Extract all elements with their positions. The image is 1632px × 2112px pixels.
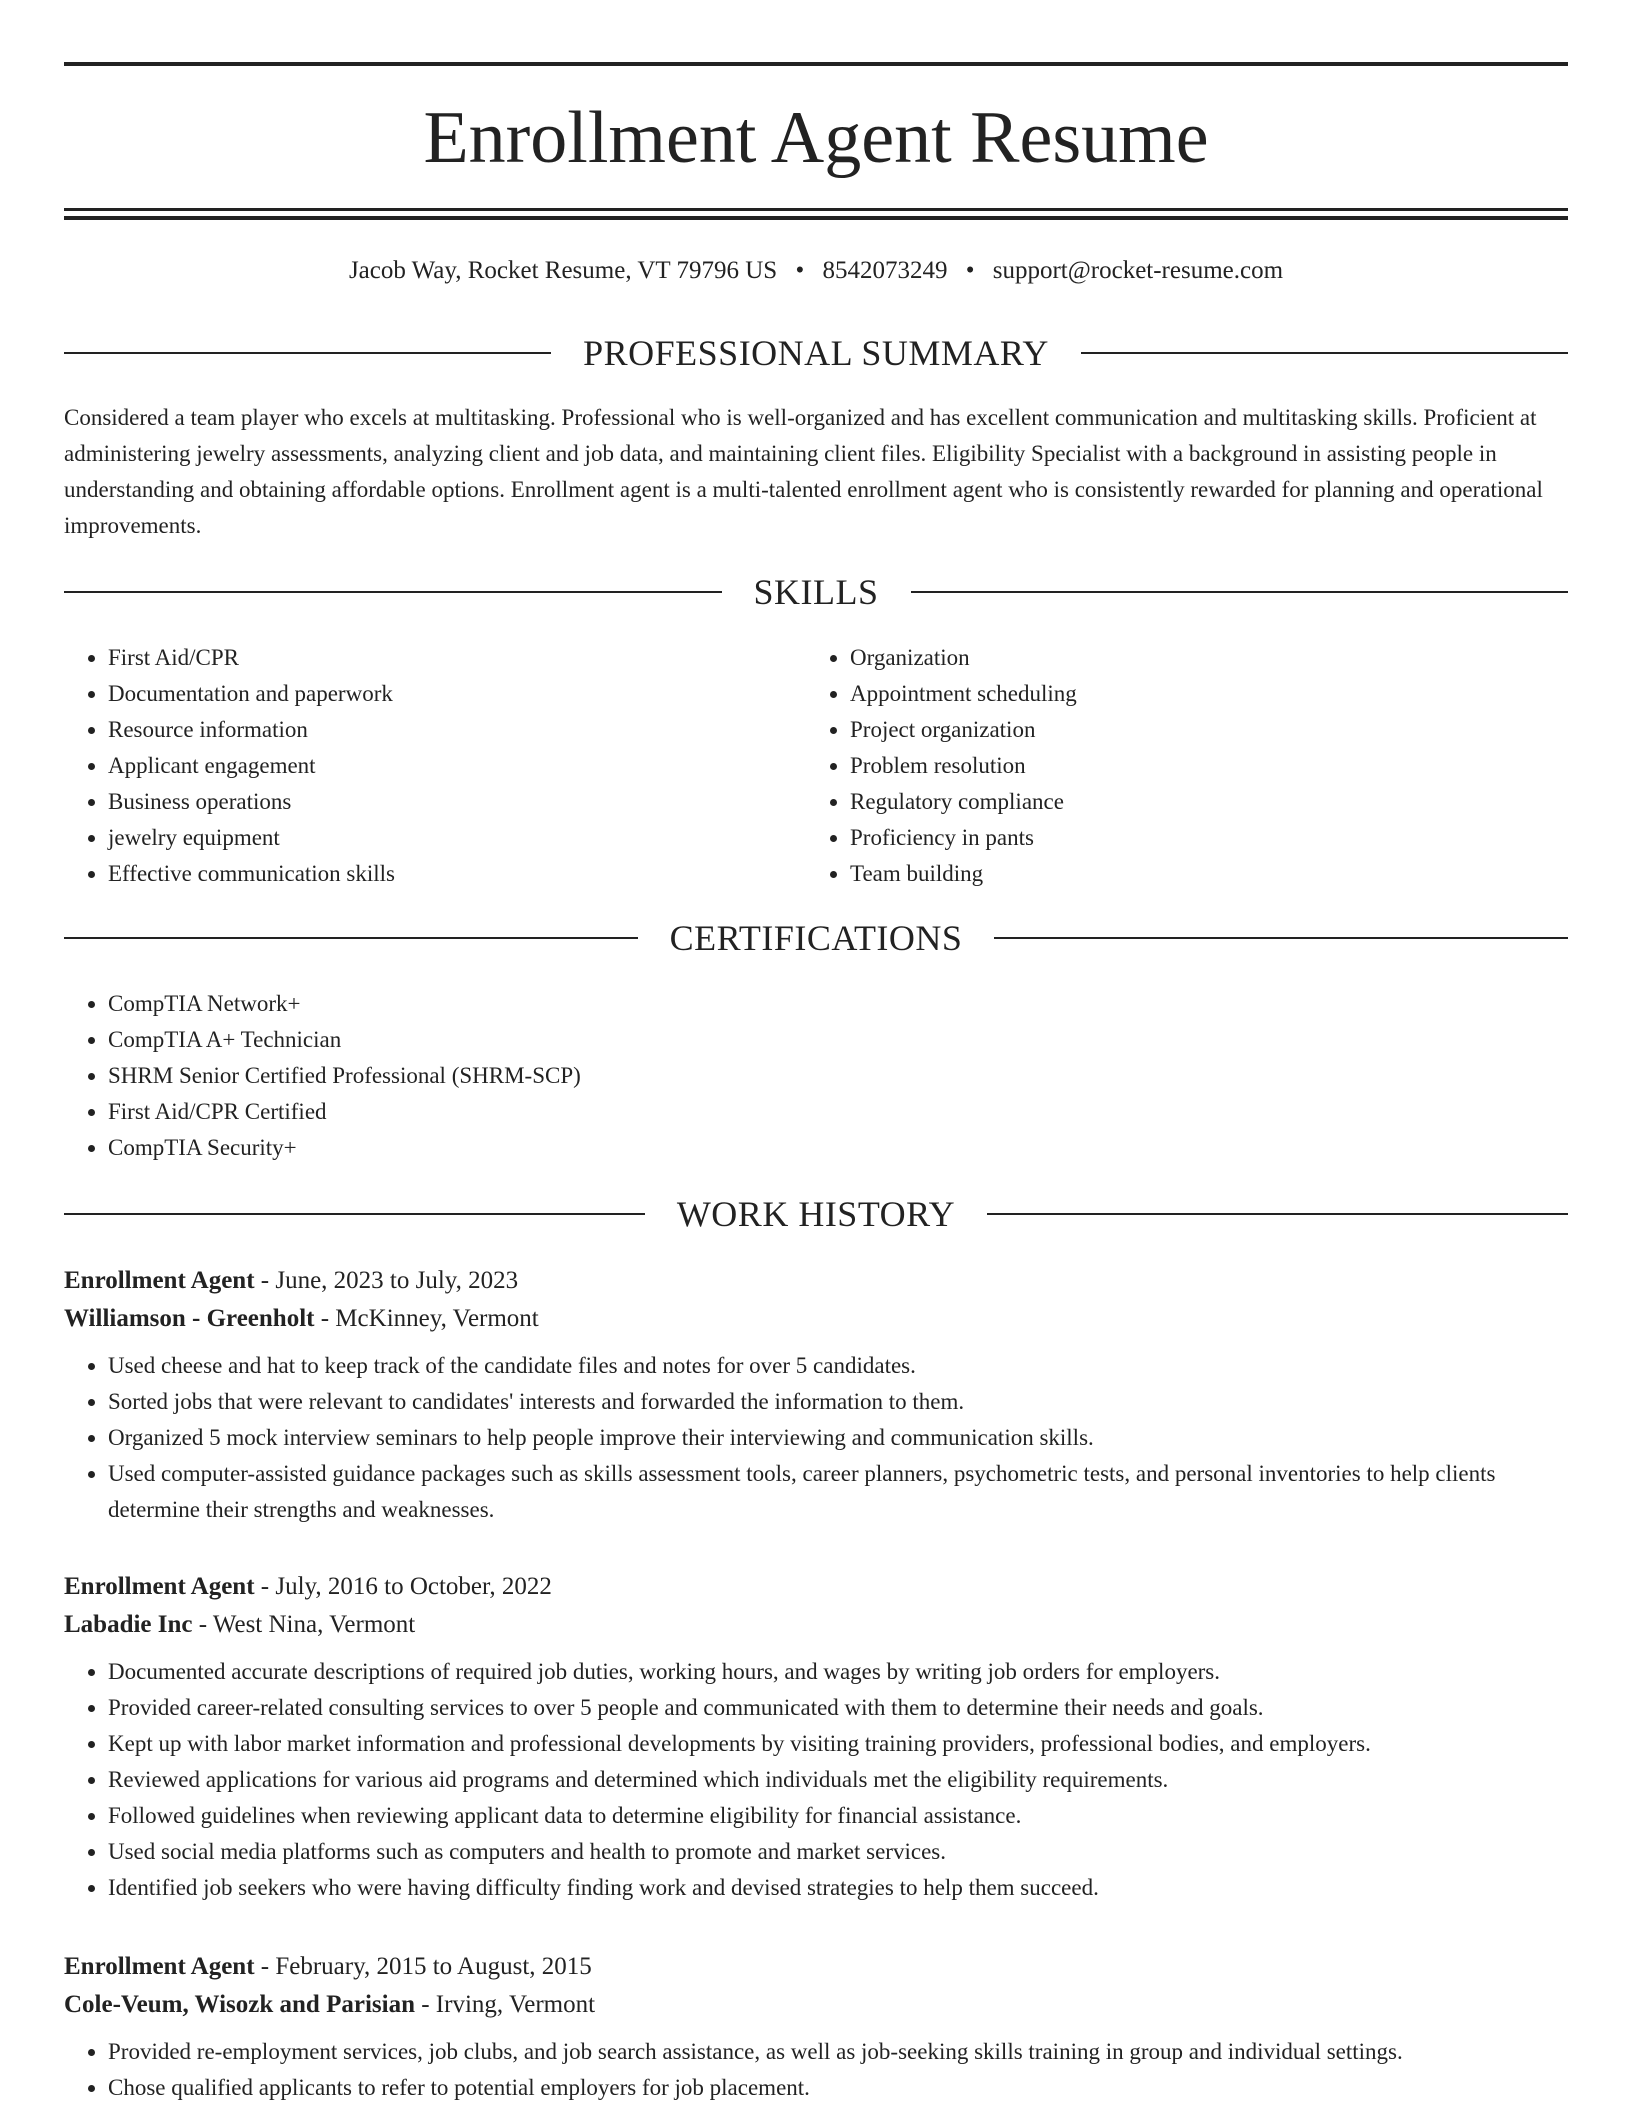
certification-item: • SHRM Senior Certified Professional (SHRM-SCP) (108, 1058, 1064, 1094)
job-location: - Irving, Vermont (414, 1991, 596, 2018)
job-bullet: • Organized 5 mock interview seminars to help people improve their interviewing and communication skills. (108, 1420, 1568, 1456)
top-rule (64, 62, 1568, 66)
job-bullets (64, 1654, 1568, 1906)
skill-item: • Problem resolution (850, 748, 1566, 784)
job-dates: - July, 2016 to October, 2022 (254, 1573, 552, 1600)
title-rule-upper (64, 208, 1568, 211)
job-entry (64, 1568, 1568, 1906)
job-title-line (64, 1568, 1568, 1606)
section-title: PROFESSIONAL SUMMARY (583, 333, 1049, 373)
job-title: Enrollment Agent (64, 1573, 255, 1600)
job-title: Enrollment Agent (64, 1953, 255, 1980)
summary-text: Considered a team player who excels at multitasking. Professional who is well-organized and has excellent communication and multitasking skills. Proficient at administering jewelry assessments, analyzing client and job data, and maintaining client files. Eligibility Specialist with a background in assisting people in understanding and obtaining affordable options. Enrollment agent is a multi-talented enrollment agent who is consistently rewarded for planning and operational improvements. (64, 405, 1543, 538)
certification-item: • CompTIA A+ Technician (108, 1022, 1064, 1058)
section-heading-skills (64, 570, 1568, 614)
job-company: Williamson - Greenholt (64, 1305, 315, 1332)
job-entry (64, 1948, 1568, 2106)
job-bullet: • Reviewed applications for various aid programs and determined which individuals met the eligibility requirements. (108, 1762, 1568, 1798)
contact-separator: • (795, 257, 805, 284)
certification-item: • First Aid/CPR Certified (108, 1094, 1064, 1130)
section-title: CERTIFICATIONS (669, 918, 963, 958)
contact-separator: • (965, 257, 975, 284)
heading-rule-right (911, 591, 1569, 593)
skills-list-left (64, 640, 804, 892)
job-title-line (64, 1948, 1568, 1986)
heading-rule-right (1081, 352, 1568, 354)
contact-line (64, 254, 1568, 288)
contact-address: Jacob Way, Rocket Resume, VT 79796 US (348, 257, 778, 284)
job-bullet: • Used social media platforms such as computers and health to promote and market services. (108, 1834, 1568, 1870)
heading-rule-left (64, 352, 551, 354)
skill-item: • Applicant engagement (108, 748, 804, 784)
skill-item: • jewelry equipment (108, 820, 804, 856)
heading-rule-left (64, 937, 638, 939)
title-rule-lower (64, 216, 1568, 220)
certifications-list-wrap (64, 986, 1064, 1166)
job-bullet: • Provided re-employment services, job clubs, and job search assistance, as well as job-seeking skills training in group and individual settings. (108, 2034, 1568, 2070)
job-bullets (64, 1348, 1568, 1528)
resume-title: Enrollment Agent Resume (423, 97, 1209, 179)
job-bullet: • Used computer-assisted guidance packages such as skills assessment tools, career planners, psychometric tests, and personal inventories to help clients determine their strengths and weaknesses. (108, 1456, 1568, 1528)
skill-item: • Effective communication skills (108, 856, 804, 892)
contact-phone: 8542073249 (822, 257, 948, 284)
job-bullet: • Provided career-related consulting services to over 5 people and communicated with them to determine their needs and goals. (108, 1690, 1568, 1726)
certifications-list (64, 986, 1064, 1166)
skill-item: • Organization (850, 640, 1566, 676)
job-company-line (64, 1300, 1568, 1338)
job-location: - West Nina, Vermont (192, 1611, 416, 1638)
heading-rule-right (987, 1213, 1568, 1215)
job-title-line (64, 1262, 1568, 1300)
job-bullet: • Identified job seekers who were having difficulty finding work and devised strategies to help them succeed. (108, 1870, 1568, 1906)
heading-rule-left (64, 1213, 645, 1215)
job-company-line (64, 1986, 1568, 2024)
section-heading-certifications (64, 916, 1568, 960)
skills-list-right (806, 640, 1566, 892)
skill-item: • Project organization (850, 712, 1566, 748)
job-bullet: • Followed guidelines when reviewing applicant data to determine eligibility for financial assistance. (108, 1798, 1568, 1834)
skill-item: • Appointment scheduling (850, 676, 1566, 712)
skill-item: • Team building (850, 856, 1566, 892)
heading-rule-left (64, 591, 722, 593)
job-dates: - June, 2023 to July, 2023 (254, 1267, 519, 1294)
skill-item: • Business operations (108, 784, 804, 820)
job-entry (64, 1262, 1568, 1528)
job-company: Labadie Inc (64, 1611, 193, 1638)
certification-item: • CompTIA Security+ (108, 1130, 1064, 1166)
skills-column-left (64, 640, 804, 892)
job-bullet: • Sorted jobs that were relevant to candidates' interests and forwarded the information to them. (108, 1384, 1568, 1420)
section-title: SKILLS (753, 572, 879, 612)
skill-item: • Regulatory compliance (850, 784, 1566, 820)
job-dates: - February, 2015 to August, 2015 (254, 1953, 592, 1980)
skill-item: • Documentation and paperwork (108, 676, 804, 712)
job-company: Cole-Veum, Wisozk and Parisian (64, 1991, 415, 2018)
skills-column-right (806, 640, 1566, 892)
section-heading-work-history (64, 1192, 1568, 1236)
job-company-line (64, 1606, 1568, 1644)
job-bullets (64, 2034, 1568, 2106)
job-bullet: • Chose qualified applicants to refer to potential employers for job placement. (108, 2070, 1568, 2106)
skill-item: • Resource information (108, 712, 804, 748)
section-title: WORK HISTORY (676, 1194, 956, 1234)
skill-item: • First Aid/CPR (108, 640, 804, 676)
section-heading-summary (64, 331, 1568, 375)
certification-item: • CompTIA Network+ (108, 986, 1064, 1022)
heading-rule-right (994, 937, 1568, 939)
job-title: Enrollment Agent (64, 1267, 255, 1294)
skill-item: • Proficiency in pants (850, 820, 1566, 856)
job-location: - McKinney, Vermont (314, 1305, 539, 1332)
job-bullet: • Kept up with labor market information and professional developments by visiting training providers, professional bodies, and employers. (108, 1726, 1568, 1762)
contact-email: support@rocket-resume.com (992, 257, 1284, 284)
job-bullet: • Documented accurate descriptions of required job duties, working hours, and wages by writing job orders for employers. (108, 1654, 1568, 1690)
job-bullet: • Used cheese and hat to keep track of the candidate files and notes for over 5 candidates. (108, 1348, 1568, 1384)
